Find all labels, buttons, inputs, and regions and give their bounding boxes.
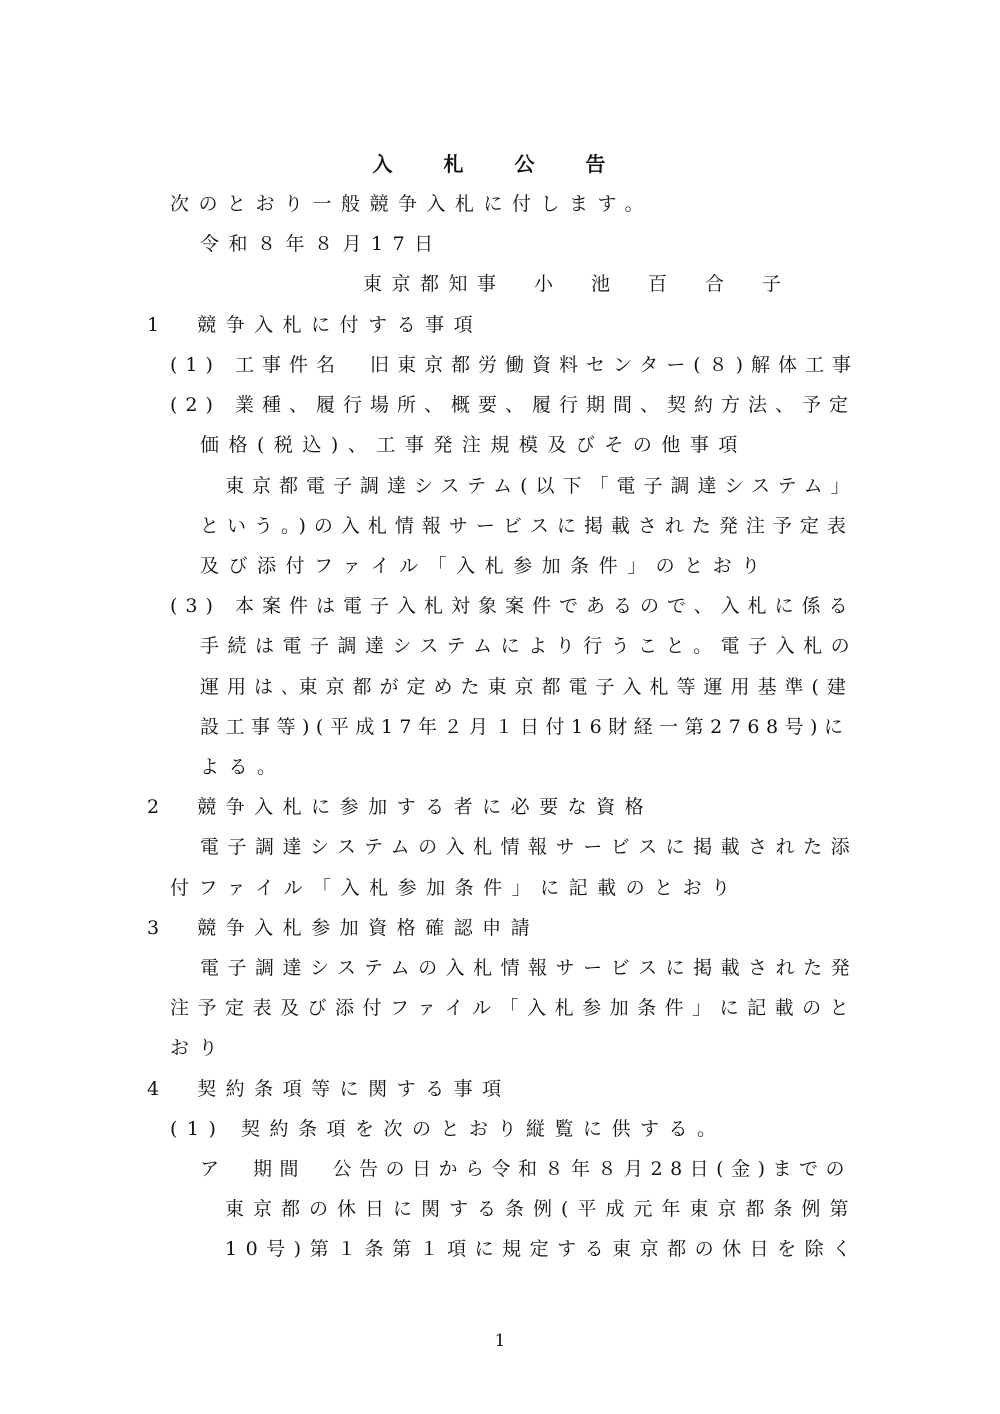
section-1-item-2-line-5: 及び添付ファイル「入札参加条件」のとおり bbox=[200, 555, 770, 577]
section-1-heading: 1 競争入札に付する事項 bbox=[147, 314, 483, 336]
section-4-item-1: (1) 契約条項を次のとおり縦覧に供する。 bbox=[170, 1118, 726, 1140]
intro-text: 次のとおり一般競争入札に付します。 bbox=[170, 193, 653, 215]
section-4-heading: 4 契約条項等に関する事項 bbox=[147, 1078, 511, 1100]
section-1-item-2-line-3: 東京都電子調達システム(以下「電子調達システム」 bbox=[225, 475, 858, 497]
section-3-line-1: 電子調達システムの入札情報サービスに掲載された発 bbox=[200, 957, 859, 979]
section-1-item-3-line-2: 手続は電子調達システムにより行うこと。電子入札の bbox=[200, 635, 859, 657]
announcement-date: 令和８年８月17日 bbox=[200, 233, 443, 255]
section-2-line-2: 付ファイル「入札参加条件」に記載のとおり bbox=[170, 877, 740, 899]
section-3-heading: 3 競争入札参加資格確認申請 bbox=[147, 917, 540, 939]
issuer-name: 東京都知事 小 池 百 合 子 bbox=[363, 273, 791, 295]
section-3-line-3: おり bbox=[170, 1037, 228, 1059]
section-4-item-1-a-line-3: 10号)第１条第１項に規定する東京都の休日を除く bbox=[225, 1238, 860, 1260]
section-2-line-1: 電子調達システムの入札情報サービスに掲載された添 bbox=[200, 836, 859, 858]
section-1-item-3-line-5: よる。 bbox=[200, 756, 286, 778]
section-3-line-2: 注予定表及び添付ファイル「入札参加条件」に記載のと bbox=[170, 997, 858, 1019]
section-1-item-2-line-2: 価格(税込)、工事発注規模及びその他事項 bbox=[200, 434, 747, 456]
page-number: 1 bbox=[494, 1331, 506, 1351]
section-1-item-1: (1) 工事件名 旧東京都労働資料センター(８)解体工事 bbox=[170, 354, 860, 376]
section-1-item-3-line-4: 設工事等)(平成17年２月１日付16財経一第2768号)に bbox=[200, 716, 850, 738]
page-title: 入 札 公 告 bbox=[372, 152, 628, 176]
section-1-item-3-line-3: 運用は､東京都が定めた東京都電子入札等運用基準(建 bbox=[200, 676, 854, 698]
section-4-item-1-a-line-2: 東京都の休日に関する条例(平成元年東京都条例第 bbox=[225, 1198, 858, 1220]
section-1-item-3-line-1: (3) 本案件は電子入札対象案件であるので、入札に係る bbox=[170, 595, 856, 617]
section-4-item-1-a-line-1: ア 期間 公告の日から令和８年８月28日(金)までの bbox=[200, 1158, 853, 1180]
section-1-item-2-line-1: (2) 業種、履行場所、概要、履行期間、契約方法、予定 bbox=[170, 394, 856, 416]
section-2-heading: 2 競争入札に参加する者に必要な資格 bbox=[147, 796, 654, 818]
section-1-item-2-line-4: という。)の入札情報サービスに掲載された発注予定表 bbox=[200, 515, 854, 537]
